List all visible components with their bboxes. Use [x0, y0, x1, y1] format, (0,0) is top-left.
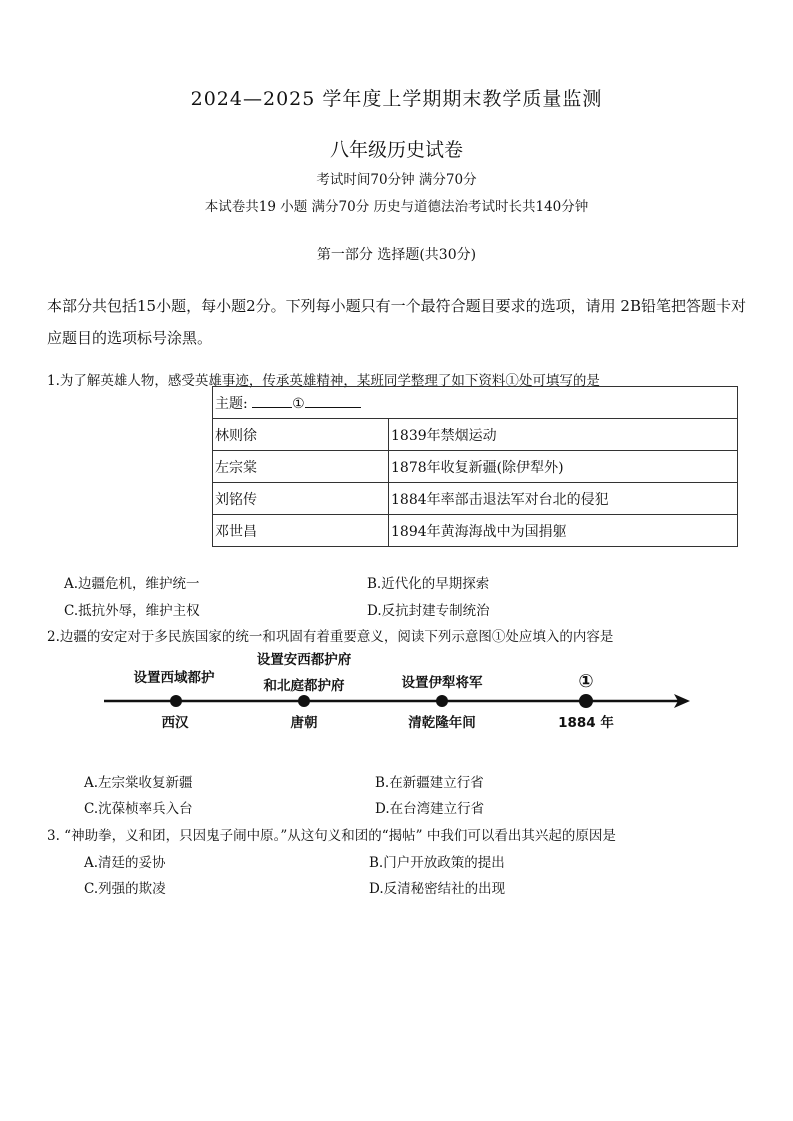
- q1-option-a[interactable]: A.边疆危机，维护统一: [64, 576, 200, 592]
- table-row: [213, 483, 738, 515]
- hero-name: 林则徐: [213, 419, 389, 451]
- table-header-row: [213, 387, 738, 419]
- timeline-diagram: [100, 645, 695, 740]
- q2-stem: 2.边疆的安定对于多民族国家的统一和巩固有着重要意义，阅读下列示意图①处应填入的内容是: [47, 629, 614, 645]
- exam-title: 2024—2025 学年度上学期期末教学质量监测: [190, 88, 603, 110]
- q3-option-b[interactable]: B.门户开放政策的提出: [369, 855, 505, 871]
- hero-event: 1839年禁烟运动: [389, 419, 738, 451]
- q3-option-d[interactable]: D.反清秘密结社的出现: [369, 881, 506, 897]
- timeline-dot: [298, 695, 310, 707]
- hero-event: 1884年率部击退法军对台北的侵犯: [389, 483, 738, 515]
- timeline-bottom-label: 西汉: [161, 715, 189, 731]
- timeline-dot: [579, 694, 593, 708]
- timeline-bottom-label: 1884 年: [558, 715, 614, 731]
- hero-name: 刘铭传: [213, 483, 389, 515]
- q2-option-d[interactable]: D.在台湾建立行省: [375, 801, 485, 817]
- q1-stem: 1.为了解英雄人物，感受英雄事迹，传承英雄精神，某班同学整理了如下资料①处可填写的是: [47, 373, 600, 389]
- table-row: [213, 419, 738, 451]
- q1-option-c[interactable]: C.抵抗外辱，维护主权: [64, 603, 200, 619]
- timeline-top-label: 设置西域都护: [133, 670, 215, 686]
- q2-option-c[interactable]: C.沈葆桢率兵入台: [84, 801, 193, 817]
- table-header-cell: [213, 387, 738, 419]
- q3-option-a[interactable]: A.清廷的妥协: [84, 855, 166, 871]
- timeline-bottom-label: 唐朝: [290, 715, 318, 731]
- timeline-top-label: 设置伊犁将军: [401, 675, 483, 691]
- part1-heading: 第一部分 选择题(共30分): [316, 247, 477, 263]
- timeline-dot: [436, 695, 448, 707]
- timeline-bottom-label: 清乾隆年间: [408, 715, 476, 731]
- hero-event: 1894年黄海海战中为国捐躯: [389, 515, 738, 547]
- hero-name: 左宗棠: [213, 451, 389, 483]
- exam-time-info: 考试时间70分钟 满分70分: [316, 172, 477, 188]
- table-row: [213, 515, 738, 547]
- hero-name: 邓世昌: [213, 515, 389, 547]
- blank-line: [252, 407, 292, 408]
- exam-subtitle: 八年级历史试卷: [329, 139, 463, 161]
- hero-event: 1878年收复新疆(除伊犁外): [389, 451, 738, 483]
- q1-table: [212, 386, 738, 547]
- timeline-dot: [170, 695, 182, 707]
- q1-option-d[interactable]: D.反抗封建专制统治: [367, 603, 490, 619]
- timeline-top-label: 设置安西都护府: [256, 652, 352, 668]
- exam-structure-info: 本试卷共19 小题 满分70分 历史与道德法治考试时长共140分钟: [204, 199, 589, 215]
- q2-option-a[interactable]: A.左宗棠收复新疆: [84, 775, 193, 791]
- part1-instructions: 本部分共包括15小题，每小题2分。下列每小题只有一个最符合题目要求的选项，请用 2B铅笔把答题卡对应题目的选项标号涂黑。: [47, 297, 746, 347]
- q2-option-b[interactable]: B.在新疆建立行省: [375, 775, 484, 791]
- q1-option-b[interactable]: B.近代化的早期探索: [367, 576, 490, 592]
- blank-marker: ①: [292, 395, 305, 412]
- q3-option-c[interactable]: C.列强的欺凌: [84, 881, 166, 897]
- timeline-top-label-line2: 和北庭都护府: [263, 678, 345, 694]
- blank-line: [305, 407, 361, 408]
- theme-label: 主题:: [215, 395, 248, 412]
- timeline-top-label: ①: [578, 671, 594, 692]
- table-row: [213, 451, 738, 483]
- q3-stem: 3. “神助拳，义和团，只因鬼子闹中原。”从这句义和团的“揭帖” 中我们可以看出其兴起的原因是: [47, 828, 616, 844]
